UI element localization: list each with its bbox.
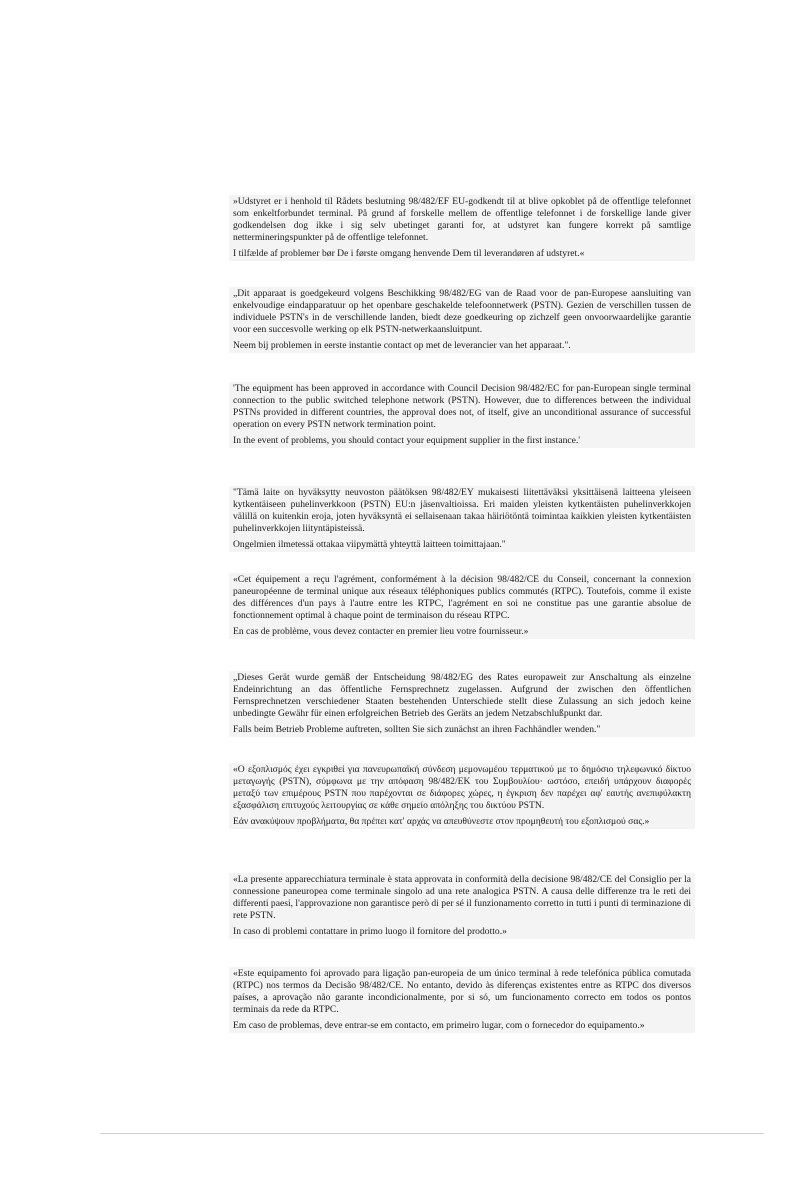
statement-finnish-contact: Ongelmien ilmetessä ottakaa viipymättä yhteyttä laitteen toimittajaan." — [233, 539, 506, 551]
statement-portuguese-body: «Este equipamento foi aprovado para ligação pan-europeia de um único terminal à rede telefónica pública comutada (RTPC) nos termos da Decisão 98/482/CE. No entanto, devido às diferenças existentes entre as RTPC dos diversos países, a aprovação não garante incondicionalmente, por si só, um funcionamento correcto em todos os pontos terminais da rede da RTPC. — [233, 968, 691, 1016]
statement-english-body: 'The equipment has been approved in accordance with Council Decision 98/482/EC for pan-European single terminal connection to the public switched telephone network (PSTN). However, due to differences between the individual PSTNs provided in different countries, the approval does not, of itself, give an unconditional assurance of successful operation on every PSTN network termination point. — [233, 383, 691, 431]
statement-finnish — [229, 486, 695, 552]
statement-finnish-body: "Tämä laite on hyväksytty neuvoston päätöksen 98/482/EY mukaisesti liitettäväksi yksittäisenä laitteena yleiseen kytkentäiseen puhelinverkkoon (PSTN) EU:n jäsenvaltioissa. Eri maiden yleisten kytkentäisten puhelinverkkojen välillä on kuitenkin eroja, joten hyväksyntä ei sellaisenaan takaa häiriötöntä toimintaa kaikkien yleisten kytkentäisten puhelinverkkojen liityntäpisteissä. — [233, 487, 691, 535]
statement-french-contact: En cas de problème, vous devez contacter en premier lieu votre fournisseur.» — [233, 626, 529, 638]
statement-italian-contact: In caso di problemi contattare in primo luogo il fornitore del prodotto.» — [233, 926, 507, 938]
footer-rule — [100, 1133, 764, 1134]
statement-italian — [229, 873, 695, 939]
statement-greek-body: «Ο εξοπλισμός έχει εγκριθεί για πανευρωπαϊκή σύνδεση μεμονωμέου τερματικού με το δημόσιο τηλεφωνικό δίκτυο μεταγωγής (PSTN), σύμφωνα με την απόφαση 98/482/ΕΚ του Συμβουλίου· ωστόσο, επειδή υπάρχουν διαφορές μεταξύ των επιμέρους PSTN που παρέχονται σε διάφορες χώρες, η έγκριση δεν παρέχει αφ' εαυτής ανεπιφύλακτη εξασφάλιση επιτυχούς λειτουργίας σε κάθε σημείο απόληξης του δικτύου PSTN. — [233, 764, 691, 812]
statement-danish — [229, 195, 695, 261]
statement-german-body: „Dieses Gerät wurde gemäß der Entscheidung 98/482/EG des Rates europaweit zur Anschaltung als einzelne Endeinrichtung an das öffentliche Fernsprechnetz zugelassen. Aufgrund der zwischen den öffentlichen Fernsprechnetzen verschiedener Staaten bestehenden Unterschiede stellt diese Zulassung an sich jedoch keine unbedingte Gewähr für einen erfolgreichen Betrieb des Geräts an jedem Netzabschlußpunkt dar. — [233, 672, 691, 720]
statement-portuguese — [229, 967, 695, 1033]
statement-portuguese-contact: Em caso de problemas, deve entrar-se em contacto, em primeiro lugar, com o fornecedor do equipamento.» — [233, 1020, 645, 1032]
statement-german-contact: Falls beim Betrieb Probleme auftreten, sollten Sie sich zunächst an ihren Fachhändler wenden." — [233, 724, 601, 736]
statement-french — [229, 573, 695, 639]
statement-greek — [229, 763, 695, 829]
statement-german — [229, 671, 695, 737]
statement-english-contact: In the event of problems, you should contact your equipment supplier in the first instance.' — [233, 435, 581, 447]
statement-dutch — [229, 287, 695, 353]
statement-greek-contact: Εάν ανακύψουν προβλήματα, θα πρέπει κατ' αρχάς να απευθύνεστε στον προμηθευτή του εξοπλισμού σας.» — [233, 816, 650, 828]
statement-italian-body: «La presente apparecchiatura terminale è stata approvata in conformità della decisione 98/482/CE del Consiglio per la connessione paneuropea come terminale singolo ad una rete analogica PSTN. A causa delle differenze tra le reti dei differenti paesi, l'approvazione non garantisce però di per sé il funzionamento corretto in tutti i punti di terminazione di rete PSTN. — [233, 874, 691, 922]
statement-danish-contact: I tilfælde af problemer bør De i første omgang henvende Dem til leverandøren af udstyret.« — [233, 248, 585, 260]
statement-dutch-contact: Neem bij problemen in eerste instantie contact op met de leverancier van het apparaat.". — [233, 340, 571, 352]
statement-french-body: «Cet équipement a reçu l'agrément, conformément à la décision 98/482/CE du Conseil, concernant la connexion paneuropéenne de terminal unique aux réseaux téléphoniques publics commutés (RTPC). Toutefois, comme il existe des différences d'un pays à l'autre entre les RTPC, l'agrément en soi ne constitue pas une garantie absolue de fonctionnement optimal à chaque point de terminaison du réseau RTPC. — [233, 574, 691, 622]
statement-english — [229, 382, 695, 448]
statement-dutch-body: „Dit apparaat is goedgekeurd volgens Beschikking 98/482/EG van de Raad voor de pan-Europese aansluiting van enkelvoudige eindapparatuur op het openbare geschakelde telefoonnetwerk (PSTN). Gezien de verschillen tussen de individuele PSTN's in de verschillende landen, biedt deze goedkeuring op zichzelf geen onvoorwaardelijke garantie voor een succesvolle werking op elk PSTN-netwerkaansluitpunt. — [233, 288, 691, 336]
statement-danish-body: »Udstyret er i henhold til Rådets beslutning 98/482/EF EU-godkendt til at blive opkoblet på de offentlige telefonnet som enkeltforbundet terminal. På grund af forskelle mellem de offentlige telefonnet i de forskellige lande giver godkendelsen dog ikke i sig selv ubetinget garanti for, at udstyret kan fungere korrekt på samtlige nettermineringspunkter på de offentlige telefonnet. — [233, 196, 691, 244]
